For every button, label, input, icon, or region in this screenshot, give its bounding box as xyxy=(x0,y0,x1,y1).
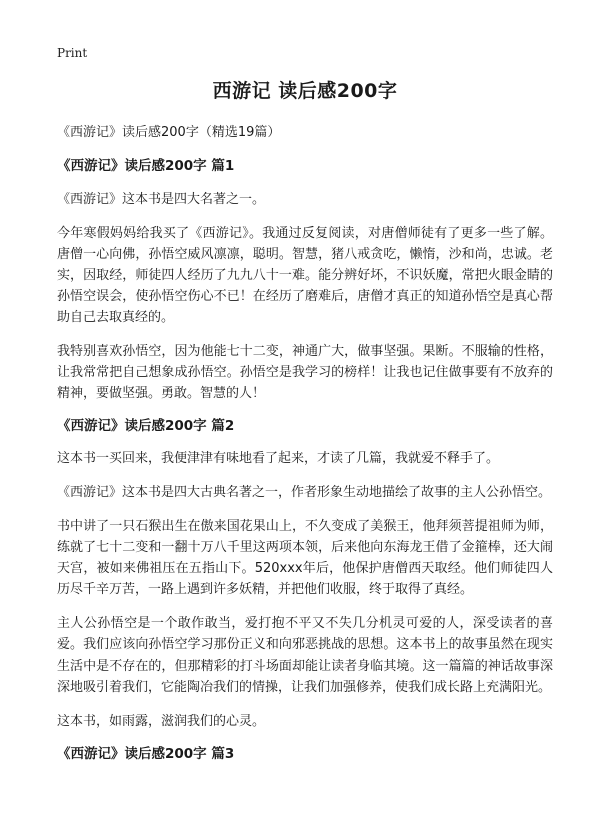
section-heading: 《西游记》读后感200字 篇2 xyxy=(57,417,235,434)
paragraph: 《西游记》这本书是四大古典名著之一，作者形象生动地描绘了故事的主人公孙悟空。 xyxy=(57,485,552,501)
paragraph: 这本书一买回来，我便津津有味地看了起来，才读了几篇，我就爱不释手了。 xyxy=(57,451,500,467)
print-link[interactable]: Print xyxy=(57,46,88,60)
page-title: 西游记 读后感200字 xyxy=(212,80,398,102)
intro-line: 《西游记》读后感200字（精选19篇） xyxy=(57,124,281,140)
paragraph: 主人公孙悟空是一个敢作敢当，爱打抱不平又不失几分机灵可爱的人，深受读者的喜爱。我们应该向孙悟空学习那份正义和向邪恶挑战的思想。这本书上的故事虽然在现实生活中是不存在的，但那精彩的打斗场面却能让读者身临其境。这一篇篇的神话故事深深地吸引着我们，它能陶冶我们的情操，让我们加强修养，使我们成长路上充满阳光。 xyxy=(57,616,553,695)
paragraph: 《西游记》这本书是四大名著之一。 xyxy=(57,191,266,207)
section-heading: 《西游记》读后感200字 篇1 xyxy=(57,158,235,175)
paragraph: 我特别喜欢孙悟空，因为他能七十二变，神通广大，做事坚强。果断。不服输的性格，让我常常把自己想象成孙悟空。孙悟空是我学习的榜样！让我也记住做事要有不放弃的精神，要做坚强。勇敢。智慧的人！ xyxy=(57,343,553,401)
section-3 xyxy=(57,745,553,763)
section-2 xyxy=(57,417,553,732)
section-heading: 《西游记》读后感200字 篇3 xyxy=(57,745,235,762)
section-1 xyxy=(57,157,553,404)
paragraph: 今年寒假妈妈给我买了《西游记》。我通过反复阅读，对唐僧师徒有了更多一些了解。唐僧一心向佛，孙悟空威风凛凛，聪明。智慧，猪八戒贪吃，懒惰，沙和尚，忠诚。老实，因取经，师徒四人经历了九九八十一难。能分辨好坏，不识妖魔，常把火眼金睛的孙悟空误会，使孙悟空伤心不已！在经历了磨难后，唐僧才真正的知道孙悟空是真心帮助自己去取真经的。 xyxy=(57,225,553,325)
paragraph: 书中讲了一只石猴出生在傲来国花果山上，不久变成了美猴王，他拜须菩提祖师为师，练就了七十二变和一翻十万八千里这两项本领，后来他向东海龙王借了金箍棒，还大闹天宫，被如来佛祖压在五指山下。520xxx年后，他保护唐僧西天取经。他们师徒四人历尽千辛万苦，一路上遇到许多妖精，并把他们收服，终于取得了真经。 xyxy=(57,519,553,598)
paragraph: 这本书，如雨露，滋润我们的心灵。 xyxy=(57,713,266,729)
article xyxy=(57,80,553,776)
